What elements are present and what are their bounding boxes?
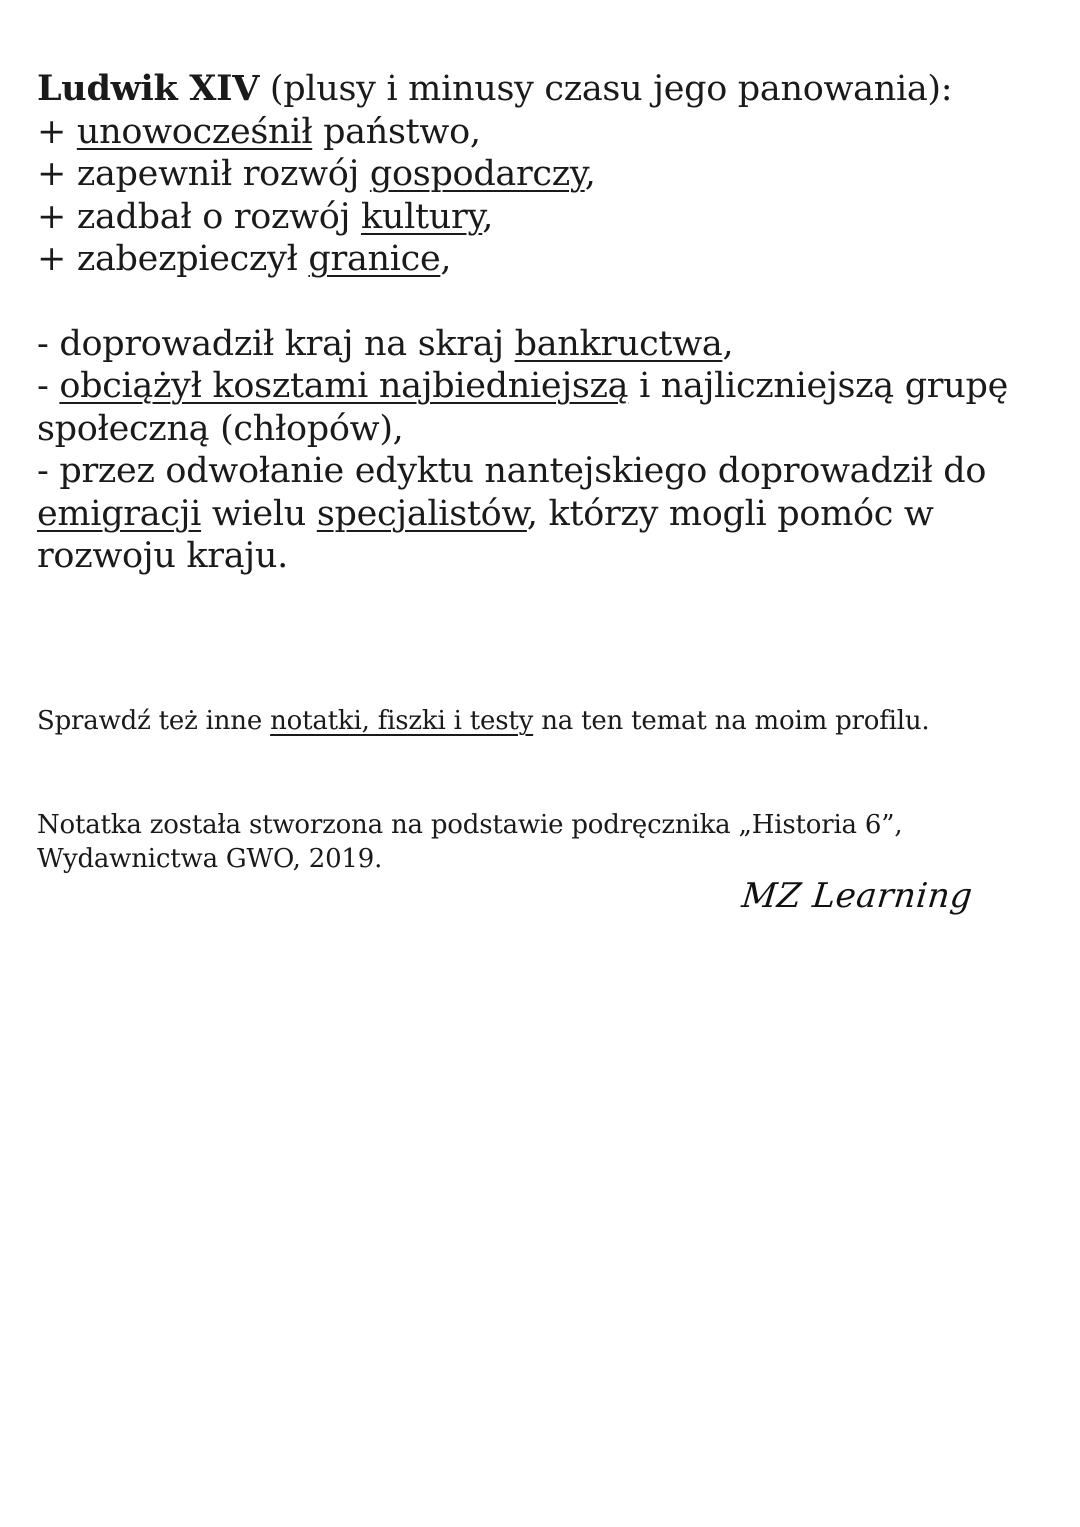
note-body — [37, 68, 1047, 578]
con-item: - doprowadził kraj na skraj bankructwa, — [37, 323, 734, 364]
signature: MZ Learning — [739, 876, 975, 916]
heading-title: Ludwik XIV — [37, 68, 260, 109]
profile-note: Sprawdź też inne notatki, fiszki i testy na ten temat na moim profilu. — [37, 706, 930, 736]
heading-subtitle: (plusy i minusy czasu jego panowania): — [259, 69, 953, 109]
pro-item: + zapewnił rozwój gospodarczy, — [37, 154, 596, 194]
con-item: - obciążył kosztami najbiedniejszą i najliczniejszą grupę społeczną (chłopów), — [37, 366, 1008, 449]
source-note: Notatka została stworzona na podstawie podręcznika „Historia 6”, Wydawnictwa GWO, 2019. — [37, 810, 903, 874]
profile-link[interactable]: notatki, fiszki i testy — [270, 706, 534, 736]
pro-item: + zadbał o rozwój kultury, — [37, 196, 494, 237]
spacer — [37, 281, 1047, 323]
pro-item: + unowocześnił państwo, — [37, 111, 481, 152]
pro-item: + zabezpieczył granice, — [37, 239, 452, 279]
con-item: - przez odwołanie edyktu nantejskiego doprowadził do emigracji wielu specjalistów, którzy mogli pomóc w rozwoju kraju. — [37, 451, 987, 576]
note-heading — [37, 68, 1047, 111]
